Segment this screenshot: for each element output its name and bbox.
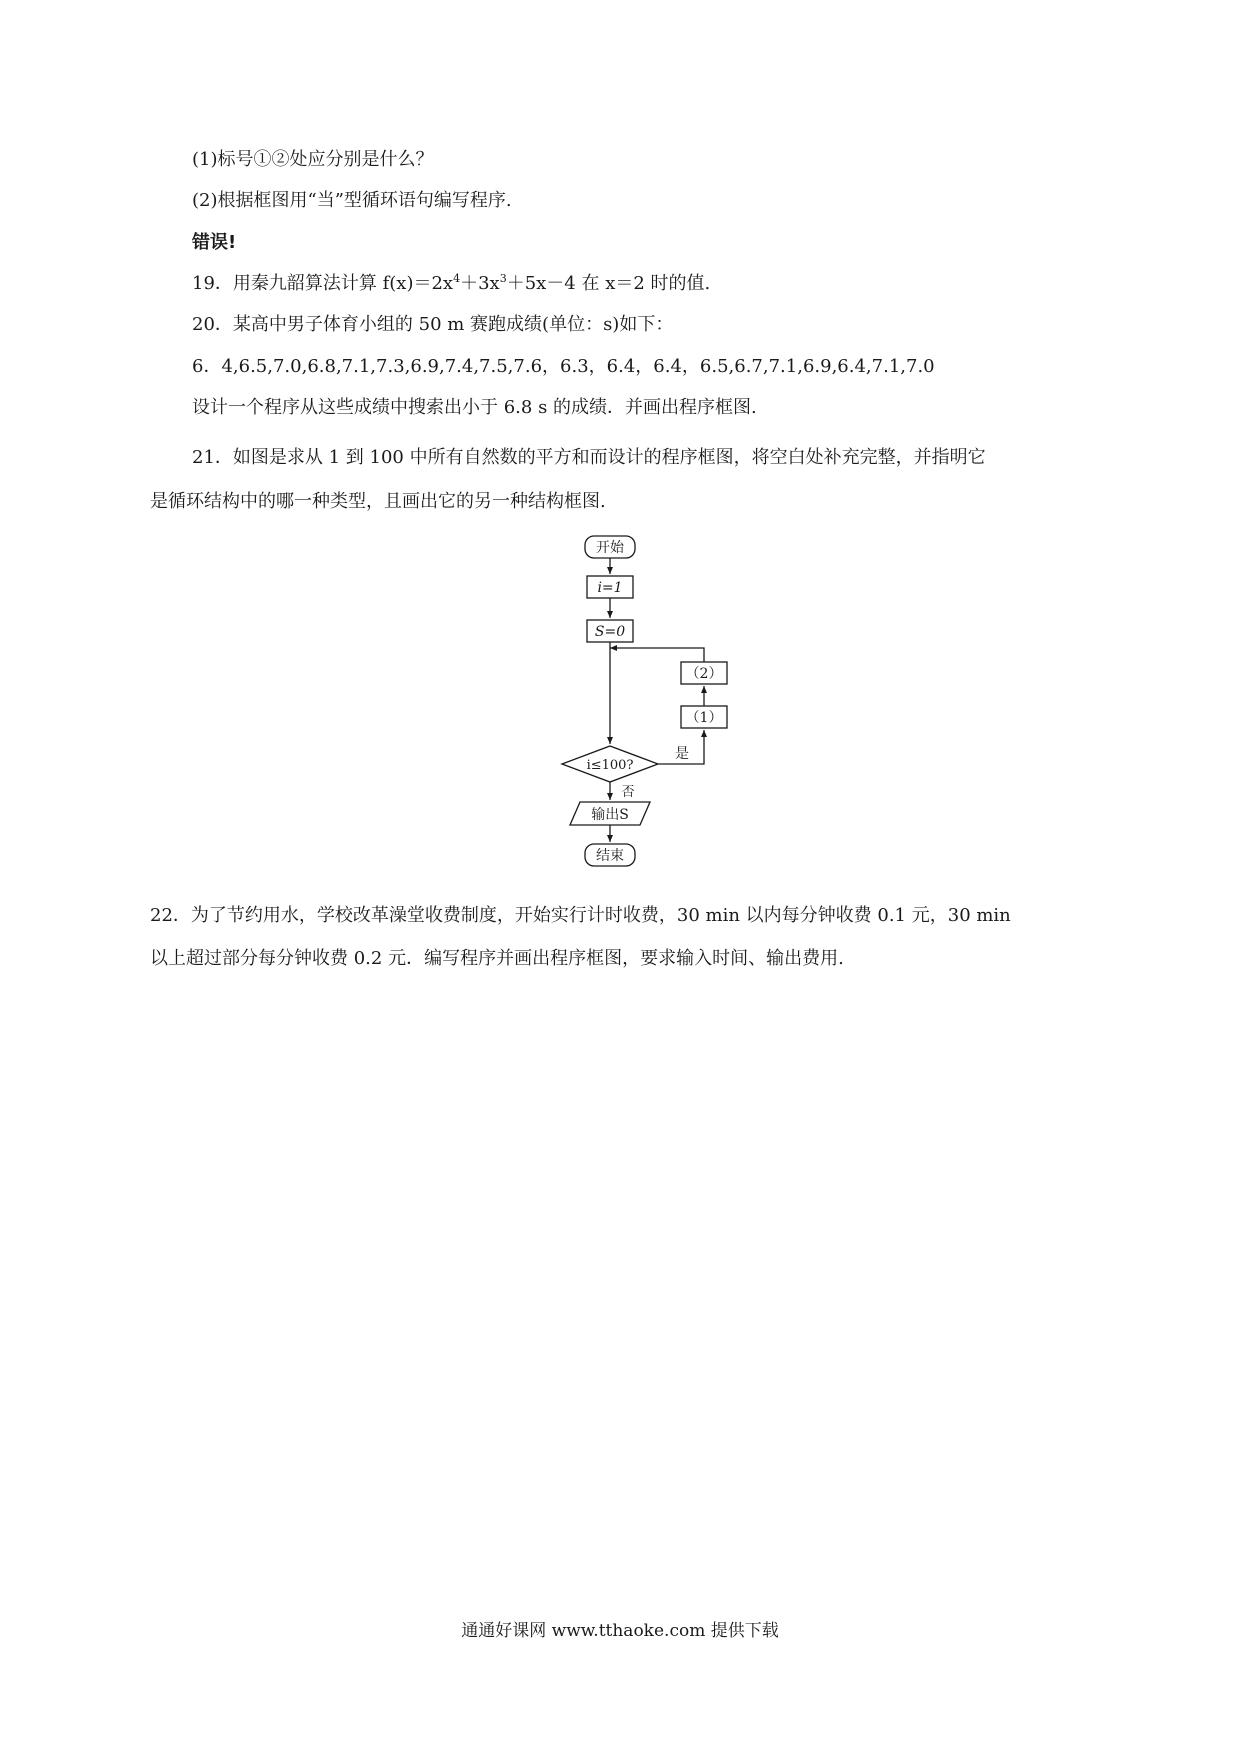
q20-line3: 设计一个程序从这些成绩中搜索出小于 6.8 s 的成绩．并画出程序框图. — [192, 397, 757, 418]
output-label: 输出S — [591, 807, 629, 823]
blank-2-label: （2） — [685, 666, 723, 682]
condition-label: i≤100? — [586, 758, 634, 773]
init-s-label: S=0 — [594, 624, 626, 640]
q21-line2: 是循环结构中的哪一种类型，且画出它的另一种结构框图. — [150, 491, 606, 512]
end-label: 结束 — [596, 848, 624, 864]
q19-prefix: 19．用秦九韶算法计算 f(x)＝2x — [192, 273, 454, 294]
q19-mid: ＋3x — [460, 273, 500, 294]
q18-sub2: (2)根据框图用“当”型循环语句编写程序. — [192, 190, 512, 211]
q19-text — [192, 272, 710, 296]
q22-line2: 以上超过部分每分钟收费 0.2 元．编写程序并画出程序框图，要求输入时间、输出费用. — [150, 948, 844, 969]
q21-line1: 21．如图是求从 1 到 100 中所有自然数的平方和而设计的程序框图，将空白处补充完整，并指明它 — [192, 447, 986, 468]
no-label: 否 — [621, 785, 635, 800]
q22-line1: 22．为了节约用水，学校改革澡堂收费制度，开始实行计时收费，30 min 以内每分钟收费 0.1 元，30 min — [150, 905, 1011, 926]
q19-suffix: ＋5x－4 在 x＝2 时的值. — [506, 273, 711, 294]
q20-data: 6．4,6.5,7.0,6.8,7.1,7.3,6.9,7.4,7.5,7.6，6.3，6.4，6.4，6.5,6.7,7.1,6.9,6.4,7.1,7.0 — [192, 356, 935, 377]
program-flowchart — [555, 530, 755, 875]
blank-1-label: （1） — [685, 710, 723, 726]
q19-exp1: 4 — [453, 272, 461, 285]
q20-line1: 20．某高中男子体育小组的 50 m 赛跑成绩(单位：s)如下： — [192, 314, 674, 335]
q19-exp2: 3 — [499, 272, 507, 285]
error-text: 错误! — [192, 232, 237, 253]
footer-text: 通通好课网 www.tthaoke.com 提供下载 — [461, 1621, 779, 1641]
init-i-label: i=1 — [597, 580, 623, 596]
yes-label: 是 — [675, 746, 689, 762]
start-label: 开始 — [596, 540, 624, 556]
q18-sub1: (1)标号①②处应分别是什么？ — [192, 149, 434, 170]
